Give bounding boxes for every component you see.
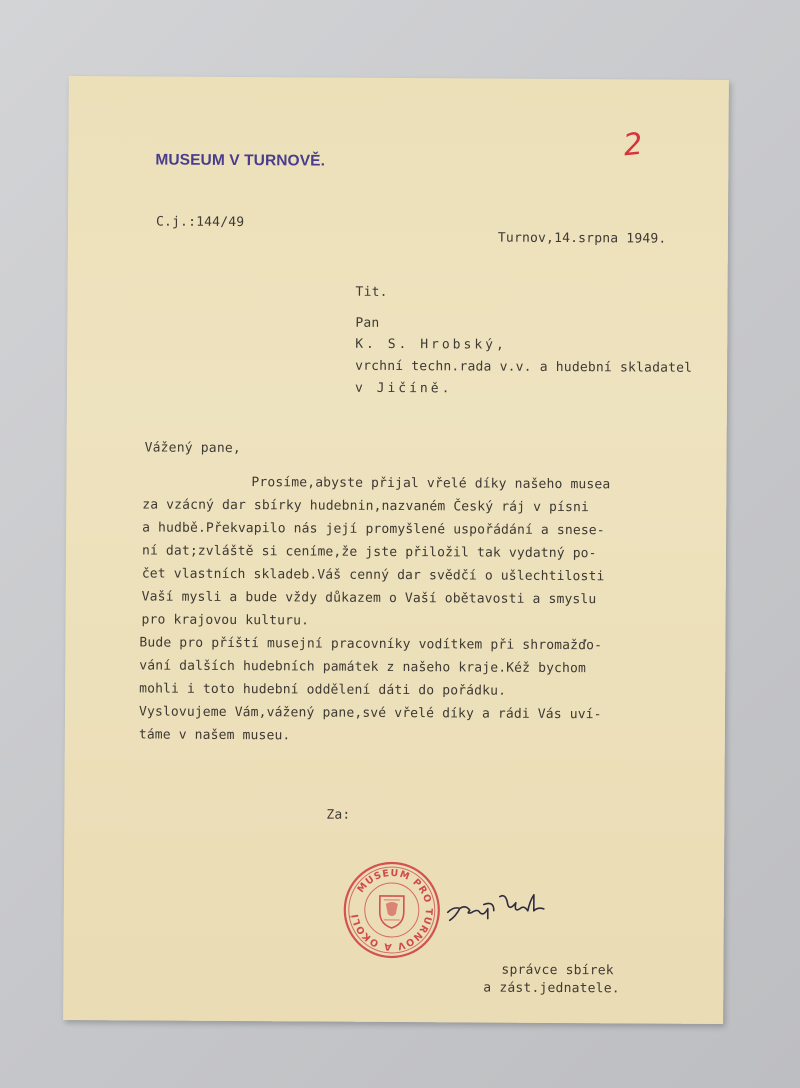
recipient-position: vrchní techn.rada v.v. a hudební skladatel <box>355 358 693 376</box>
body-line: Vaší mysli a bude vždy důkazem o Vaší obětavosti a smyslu <box>141 589 597 608</box>
recipient-name: K. S. Hrobský, <box>355 336 507 353</box>
signatory-line-2: a zást.jednatele. <box>483 980 620 997</box>
recipient-title: Tit. <box>355 284 388 300</box>
museum-seal-stamp <box>341 860 442 961</box>
recipient-salutation: Pan <box>355 315 380 331</box>
body-line: Bude pro příští musejní pracovníky vodítkem při shromažďo- <box>139 635 603 654</box>
body-line: vání dalších hudebních památek z našeho kraje.Kéž bychom <box>139 658 587 677</box>
body-line: táme v našem museu. <box>138 727 291 744</box>
letter-sheet <box>63 76 729 1024</box>
body-line: Vyslovujeme Vám,vážený pane,své vřelé díky a rádi Vás uví- <box>138 704 602 723</box>
handwritten-signature <box>444 886 554 931</box>
body-line: pro krajovou kulturu. <box>141 612 310 629</box>
body-line: a hudbě.Překvapilo nás její promyšlené uspořádání a snese- <box>142 520 605 539</box>
body-line: mohli i toto hudební oddělení dáti do pořádku. <box>139 681 507 699</box>
body-line: ní dat;zvláště si ceníme,že jste přiložil tak vydatný po- <box>141 543 597 562</box>
reference-number: C.j.:144/49 <box>155 214 245 231</box>
greeting: Vážený pane, <box>144 440 241 457</box>
body-line: čet vlastních skladeb.Váš cenný dar svědčí o ušlechtilosti <box>141 566 605 585</box>
signatory-line-1: správce sbírek <box>501 962 614 979</box>
recipient-city: v Jičíně. <box>354 380 453 397</box>
seal-icon <box>341 860 442 961</box>
body-line: Prosíme,abyste přijal vřelé díky našeho musea <box>251 475 611 493</box>
closing: Za: <box>326 807 351 823</box>
letterhead-stamp: MUSEUM V TURNOVĚ. <box>155 151 326 170</box>
svg-text:MUSEUM PRO TURNOV A OKOLÍ: MUSEUM PRO TURNOV A OKOLÍ <box>349 867 434 953</box>
folio-number: 2 <box>621 126 645 164</box>
place-date: Turnov,14.srpna 1949. <box>497 230 667 247</box>
body-line: za vzácný dar sbírky hudebnin,nazvaném Český ráj v písni <box>142 497 590 516</box>
